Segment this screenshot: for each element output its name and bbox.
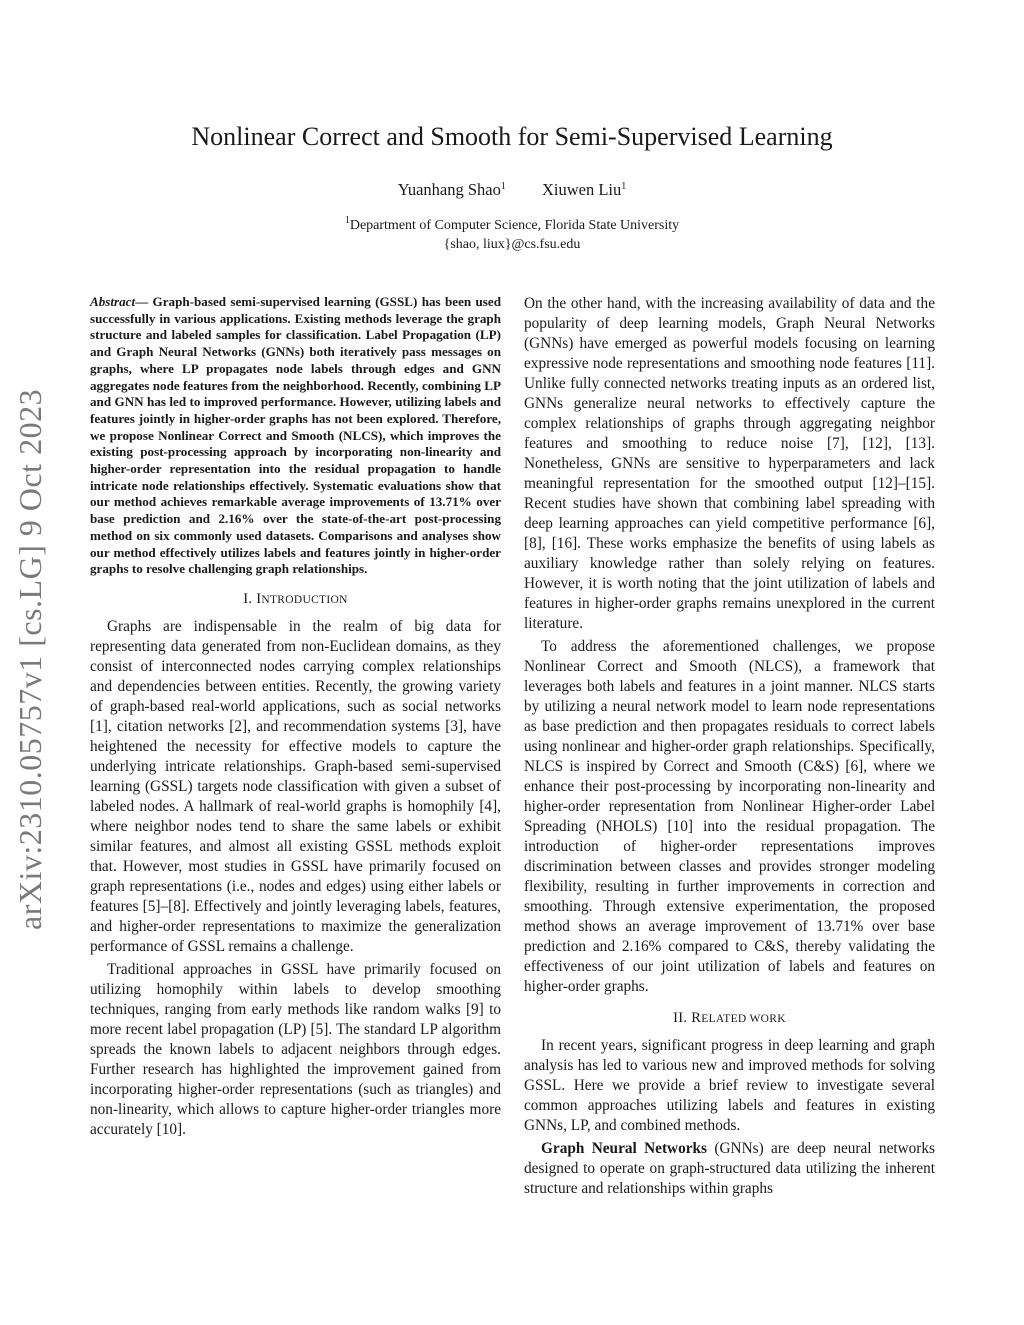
affiliation xyxy=(0,216,1024,254)
paragraph: In recent years, significant progress in deep learning and graph analysis has led to various new and improved methods for solving GSSL. Here we provide a brief review to investigate several common approaches utilizing labels and features in existing GNNs, LP, and combined methods. xyxy=(524,1037,935,1134)
section-title-rest: ELATED WORK xyxy=(701,1013,786,1025)
gnn-run-in-heading: Graph Neural Networks xyxy=(541,1140,708,1157)
affiliation-email: {shao, liux}@cs.fsu.edu xyxy=(443,237,581,252)
paragraph: Traditional approaches in GSSL have primarily focused on utilizing homophily within labels to develop smoothing techniques, ranging from early methods like random walks [9] to more recent label propagation (LP) [5]. The standard LP algorithm spreads the known labels to adjacent neighbors through edges. Further research has highlighted the improvement gained from incorporating higher-order representations (such as triangles) and non-linearity, which allows to capture higher-order triangles more accurately [10]. xyxy=(90,960,501,1138)
section-heading-introduction xyxy=(90,591,501,608)
left-column xyxy=(90,294,501,1140)
section-title-rest: NTRODUCTION xyxy=(261,593,348,606)
section-number: I. xyxy=(243,590,257,607)
author xyxy=(542,180,626,200)
paper-title: Nonlinear Correct and Smooth for Semi-Supervised Learning xyxy=(191,122,833,151)
abstract xyxy=(90,294,501,578)
abstract-text: — Graph-based semi-supervised learning (GSSL) has been used successfully in various applications. Existing methods leverage the graph structure and labeled samples for classification. Label Propagation (LP) and Graph Neural Networks (GNNs) both iteratively pass messages on graphs, where LP propagates node labels through edges and GNN aggregates node features from the neighborhood. Recently, combining LP and GNN has led to improved performance. However, utilizing labels and features jointly in higher-order graphs has not been explored. Therefore, we propose Nonlinear Correct and Smooth (NLCS), which improves the existing post-processing approach by incorporating non-linearity and higher-order representation into the residual propagation to handle intricate node relationships effectively. Systematic evaluations show that our method achieves remarkable average improvements of 13.71% over base prediction and 2.16% over the state-of-the-art post-processing method on six commonly used datasets. Comparisons and analyses show our method effectively utilizes labels and features jointly in higher-order graphs to resolve challenging graph relationships. xyxy=(90,294,501,577)
section-number: II. xyxy=(673,1010,692,1026)
section-heading-related-work xyxy=(524,1010,935,1027)
author-name: Yuanhang Shao xyxy=(397,180,501,199)
author xyxy=(398,180,506,200)
affiliation-mark: 1 xyxy=(500,181,506,192)
right-column xyxy=(524,294,935,1199)
abstract-label: Abstract xyxy=(90,294,136,309)
author-name: Xiuwen Liu xyxy=(541,180,622,199)
arxiv-identifier: arXiv:2310.05757v1 [cs.LG] 9 Oct 2023 xyxy=(12,388,48,930)
affiliation-mark: 1 xyxy=(344,215,350,226)
gnn-paragraph-text: (GNNs) are deep neural networks designed to operate on graph-structured data utilizing the inherent structure and relationships within graphs xyxy=(524,1140,935,1197)
paragraph: Graphs are indispensable in the realm of big data for representing data generated from non-Euclidean domains, as they consist of interconnected nodes carrying complex relationships and dependencies between entities. Recently, the growing variety of graph-based real-world applications, such as social networks [1], citation networks [2], and recommendation systems [3], have heightened the necessity for effective models to capture the underlying intricate relationships. Graph-based semi-supervised learning (GSSL) targets node classification with given a subset of labeled nodes. A hallmark of real-world graphs is homophily [4], where neighbor nodes tend to share the same labels or exhibit similar features, and almost all existing GSSL methods exploit that. However, most studies in GSSL have primarily focused on graph representations (i.e., nodes and edges) using either labels or features [5]–[8]. Effectively and jointly leveraging labels, features, and higher-order representations to maximize the generalization performance of GSSL remains a challenge. xyxy=(90,617,501,955)
section-title-initial: R xyxy=(691,1010,702,1026)
affiliation-department-line xyxy=(0,216,1024,235)
paragraph: On the other hand, with the increasing availability of data and the popularity of deep learning models, Graph Neural Networks (GNNs) have emerged as powerful models focusing on learning expressive node representations and smoothing node features [11]. Unlike fully connected networks treating inputs as an ordered list, GNNs generalize neural networks to effectively capture the complex relationships of graphs through aggregating neighbor features and smoothing to reduce noise [7], [12], [13]. Nonetheless, GNNs are sensitive to hyperparameters and lack meaningful representation for the smoothed output [12]–[15]. Recent studies have shown that combining label spreading with deep learning approaches can yield competitive performance [6], [8], [16]. These works emphasize the benefits of using labels as auxiliary knowledge rather than solely relying on features. However, it is worth noting that the joint utilization of labels and features in higher-order graphs remains unexplored in the current literature. xyxy=(524,295,935,632)
paragraph: To address the aforementioned challenges, we propose Nonlinear Correct and Smooth (NLCS), a framework that leverages both labels and features in a joint manner. NLCS starts by utilizing a neural network model to learn node representations as base prediction and then propagates residuals to correct labels using nonlinear and higher-order graph relationships. Specifically, NLCS is inspired by Correct and Smooth (C&S) [6], where we enhance their post-processing by incorporating non-linearity and higher-order representation from Nonlinear Higher-order Label Spreading (NHOLS) [10] into the residual propagation. The introduction of higher-order representations improves discrimination between classes and provides stronger modeling flexibility, resulting in further improvements in correction and smoothing. Through extensive experimentation, the proposed method shows an average improvement of 13.71% over base prediction and 2.16% compared to C&S, thereby validating the effectiveness of our joint utilization of labels and features on higher-order graphs. xyxy=(524,638,935,995)
affiliation-department: Department of Computer Science, Florida State University xyxy=(349,218,680,233)
paragraph xyxy=(524,1139,935,1199)
section-title-initial: I xyxy=(256,590,262,607)
affiliation-mark: 1 xyxy=(621,181,627,192)
arxiv-stamp xyxy=(10,365,50,930)
author-list xyxy=(0,180,1024,200)
